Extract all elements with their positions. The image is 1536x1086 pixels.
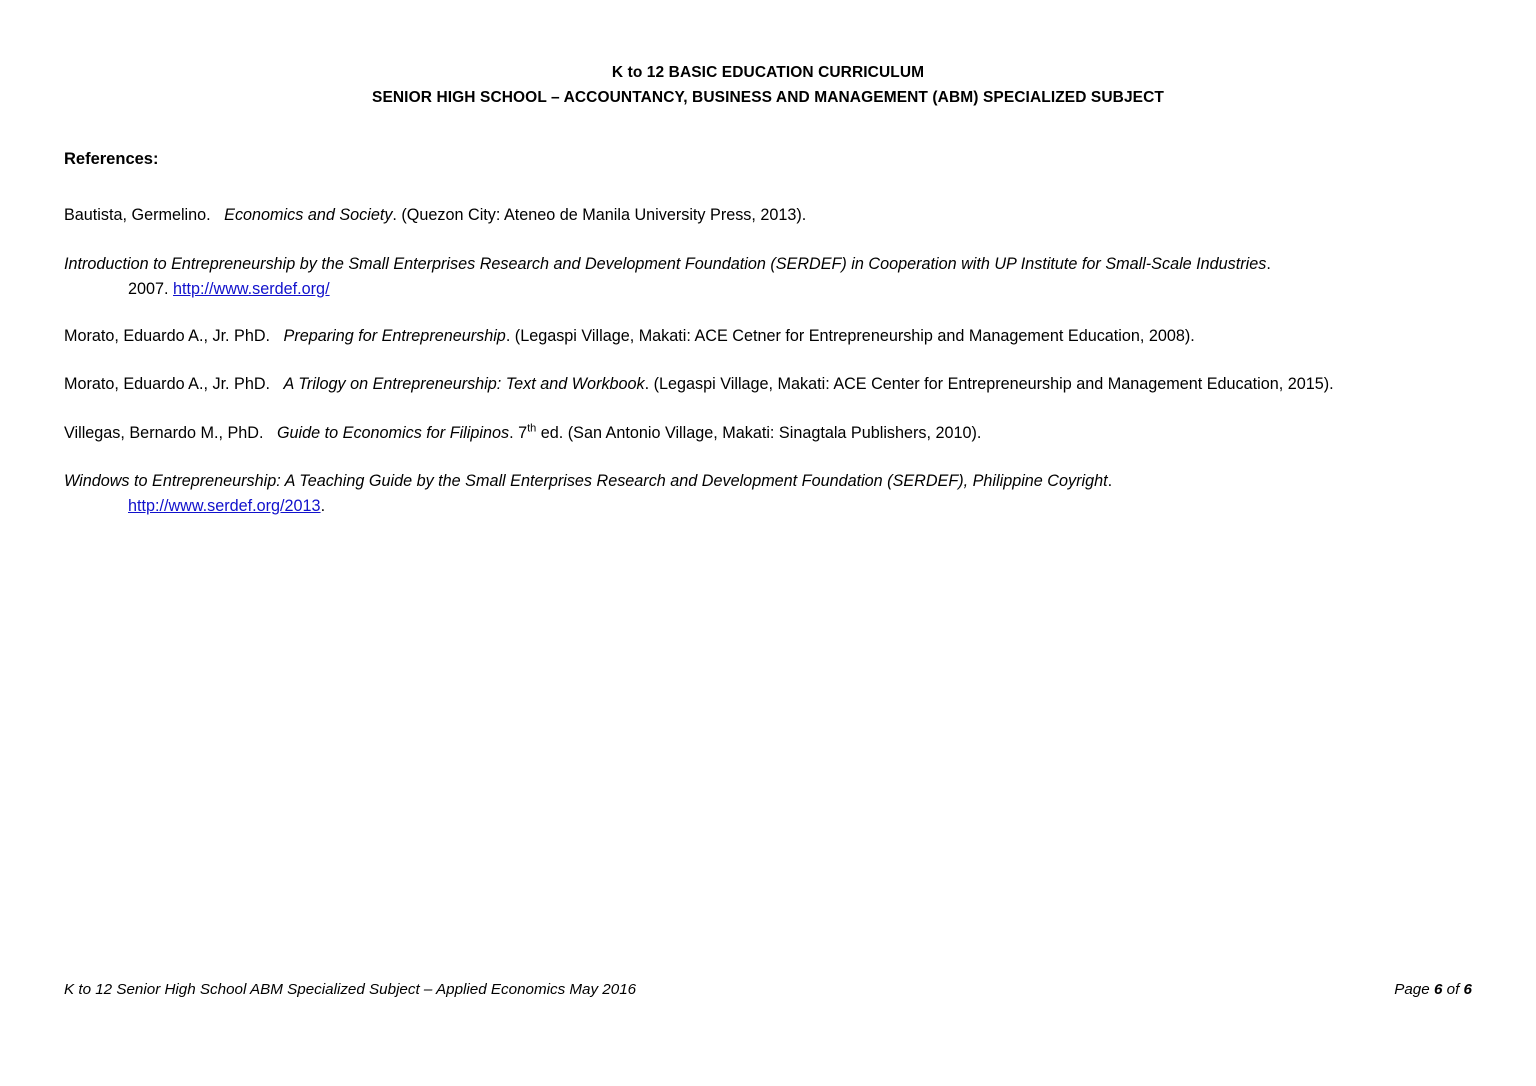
reference-author: Morato, Eduardo A., Jr. PhD. <box>64 375 271 393</box>
footer-page-label: Page <box>1394 981 1430 998</box>
page-title: References: <box>64 150 159 168</box>
reference-author: Bautista, Germelino. <box>64 206 211 224</box>
reference-entry-morato-preparing <box>64 324 1460 349</box>
reference-entry-villegas <box>64 421 1460 446</box>
footer-page-total: 6 <box>1463 981 1472 998</box>
reference-entry-windows <box>64 469 1460 519</box>
reference-title: Preparing for Entrepreneurship <box>283 327 506 345</box>
footer-page-current: 6 <box>1433 981 1443 998</box>
reference-author: Villegas, Bernardo M., PhD. <box>64 424 264 442</box>
header-line-subject: SENIOR HIGH SCHOOL – ACCOUNTANCY, BUSINESS AND MANAGEMENT (ABM) SPECIALIZED SUBJECT <box>372 89 1164 106</box>
reference-title: Windows to Entrepreneurship: A Teaching Guide by the Small Enterprises Research and Development Foundation (SERDEF), Philippine Coyright <box>64 472 1108 490</box>
reference-title: Guide to Economics for Filipinos <box>276 424 510 442</box>
document-body <box>64 150 1460 519</box>
footer-page-number <box>1394 981 1472 998</box>
reference-author: Morato, Eduardo A., Jr. PhD. <box>64 327 271 345</box>
reference-entry-serdef-intro <box>64 252 1460 302</box>
reference-title: A Trilogy on Entrepreneurship: Text and Workbook <box>283 375 645 393</box>
reference-link-suffix: . <box>320 497 326 515</box>
reference-punctuation: . <box>1107 472 1113 490</box>
footer-page-of: of <box>1446 981 1460 998</box>
reference-publication: . (Quezon City: Ateneo de Manila University Press, 2013). <box>392 206 807 224</box>
reference-publication: ed. (San Antonio Village, Makati: Sinagtala Publishers, 2010). <box>536 424 982 442</box>
reference-edition-prefix: . 7 <box>509 424 528 442</box>
footer-subject-label: K to 12 Senior High School ABM Specialized Subject – Applied Economics May 2016 <box>64 981 637 998</box>
reference-publication: . (Legaspi Village, Makati: ACE Center for Entrepreneurship and Management Education, 2015). <box>644 375 1334 393</box>
document-footer <box>64 981 1472 998</box>
reference-edition-ordinal: th <box>527 422 537 435</box>
reference-entry-bautista <box>64 203 1460 228</box>
reference-year: 2007. <box>128 280 174 298</box>
reference-publication: . (Legaspi Village, Makati: ACE Cetner for Entrepreneurship and Management Education, 2008). <box>505 327 1195 345</box>
reference-title: Economics and Society <box>224 206 393 224</box>
reference-punctuation: . <box>1266 255 1271 273</box>
reference-title: Introduction to Entrepreneurship by the Small Enterprises Research and Development Foundation (SERDEF) in Cooperation with UP Institute for Small-Scale Industries <box>64 255 1267 273</box>
reference-entry-morato-trilogy <box>64 372 1460 397</box>
header-line-curriculum: K to 12 BASIC EDUCATION CURRICULUM <box>611 64 925 81</box>
reference-link-serdef[interactable]: http://www.serdef.org/ <box>173 280 330 298</box>
document-header <box>0 60 1536 110</box>
reference-link-serdef-2013[interactable]: http://www.serdef.org/2013 <box>128 497 321 515</box>
